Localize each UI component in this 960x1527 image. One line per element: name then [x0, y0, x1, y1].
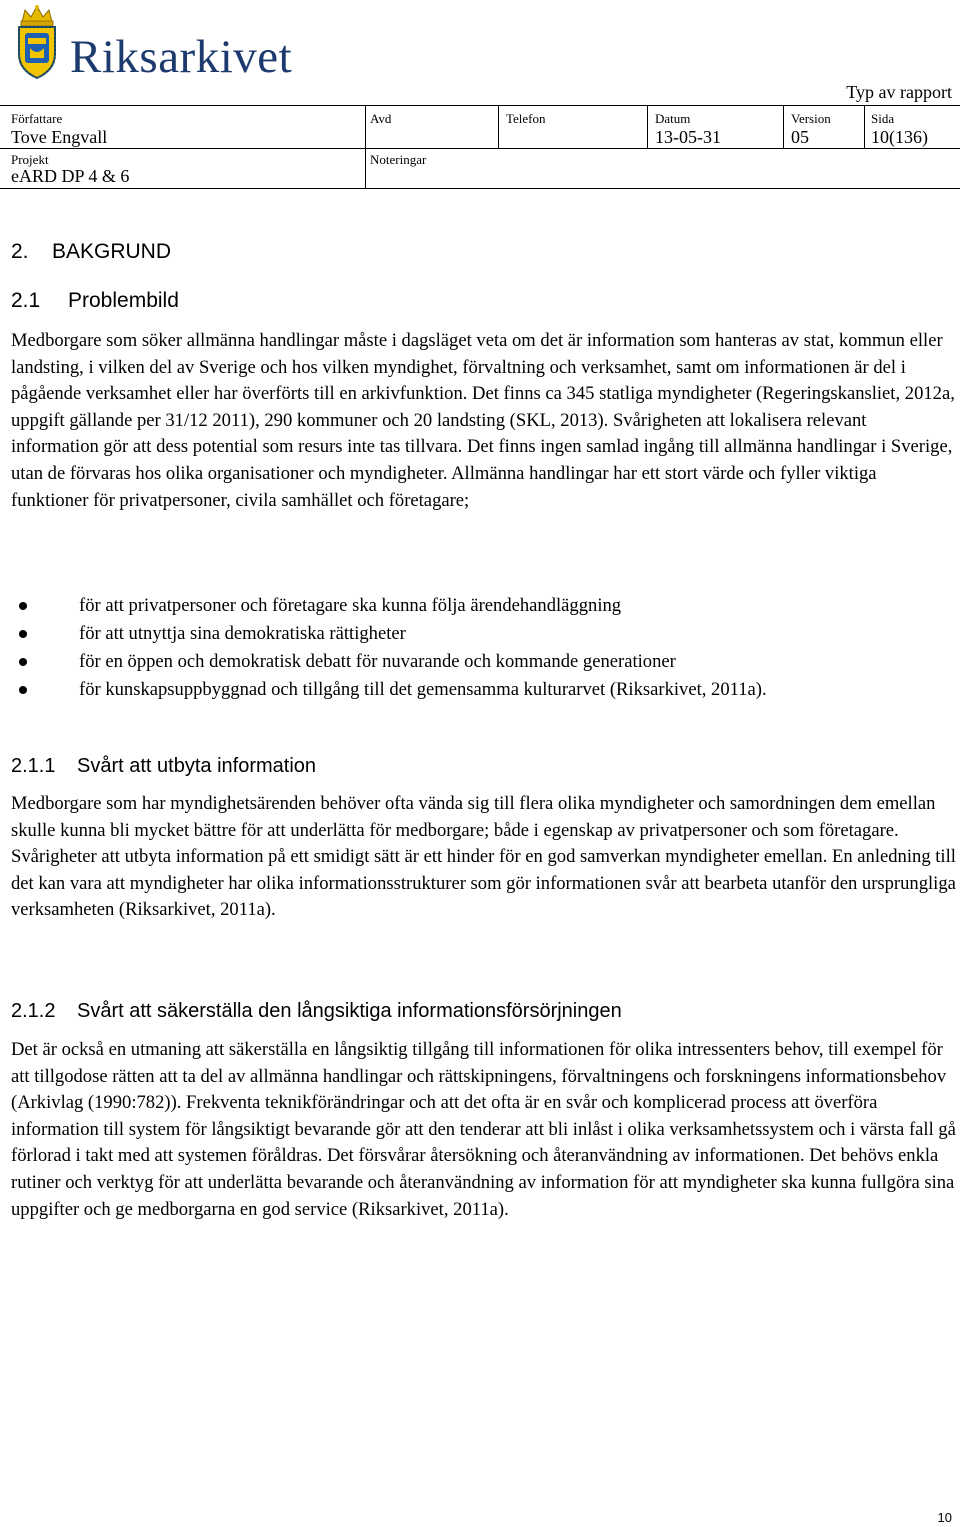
page-number: 10	[937, 1510, 952, 1525]
department-label: Avd	[370, 111, 392, 126]
version-label: Version	[791, 111, 831, 126]
report-type-label: Typ av rapport	[846, 82, 952, 102]
subsection-title: Problembild	[68, 289, 179, 312]
subsection-heading-2-1	[11, 289, 179, 313]
preservation-paragraph: Det är också en utmaning att säkerställa en långsiktig tillgång till informationen för olika intressenters behov, till exempel för att tillgodose rätten att ta del av allmänna handlingar och rättskipningens, förvaltningens och forskningens informationsbehov (Arkivlag (1990:782)). Frekventa teknikförändringar och att det ofta är en svår och komplicerad process att överföra information till system för långsiktigt bevarande gör att den tenderar att bli inlåst i olika verksamhetssystem och i värsta fall gå förlorad i takt med att systemen föråldras. Det försvårar återsökning och återanvändning av informationen. Det behövs enkla rutiner och verktyg för att underlätta bevarande och återanvändning av information för att myndigheter ska kunna fullgöra sina uppgifter och ge medborgarna en god service (Riksarkivet, 2011a).	[11, 1039, 956, 1220]
subsection-title: Svårt att utbyta information	[77, 755, 317, 777]
date-label: Datum	[655, 111, 691, 126]
author-label: Författare	[11, 111, 63, 126]
section-title: BAKGRUND	[52, 240, 172, 263]
subsection-title: Svårt att säkerställa den långsiktiga informationsförsörjningen	[77, 1000, 622, 1022]
phone-label: Telefon	[506, 111, 546, 126]
subsection-number: 2.1.1	[11, 755, 56, 777]
notes-label: Noteringar	[370, 152, 427, 167]
bullet-icon	[19, 602, 27, 610]
bullet-icon	[19, 686, 27, 694]
list-item: för en öppen och demokratisk debatt för nuvarande och kommande generationer	[0, 648, 767, 676]
list-item: för att privatpersoner och företagare ska kunna följa ärendehandläggning	[0, 592, 767, 620]
exchange-paragraph: Medborgare som har myndighetsärenden behöver ofta vända sig till flera olika myndigheter och samordningen dem emellan skulle kunna bli mycket bättre för att underlätta för medborgare; både i egenskap av privatpersoner och som företagare. Svårigheter att utbyta information på ett smidigt sätt är ett hinder för en god samverkan myndigheter emellan. En anledning till det kan vara att myndigheter har olika informationsstrukturer som gör informationen svår att bearbeta utanför den ursprungliga verksamheten (Riksarkivet, 2011a).	[11, 793, 956, 921]
problem-paragraph: Medborgare som söker allmänna handlingar måste i dagsläget veta om det är information som hanteras av stat, kommun eller landsting, i vilken del av Sverige och hos vilken myndighet, förvaltning och verksamhet, samt om informationen är del i pågående verksamhet eller har överförts till en arkivfunktion. Det finns ca 345 statliga myndigheter (Regeringskansliet, 2012a, uppgift gällande per 31/12 2011), 290 kommuner och 20 landsting (SKL, 2013). Svårigheten att lokalisera relevant information gör att dess potential som resurs inte tas tillvara. Det finns ingen samlad ingång till allmänna handlingar i Sverige, utan de förvaras hos olika organisationer och myndigheter. Allmänna handlingar har ett stort värde och fyller viktiga funktioner för privatpersoner, civila samhället och företagare;	[11, 330, 955, 511]
subsection-heading-2-1-1	[11, 755, 316, 778]
subsection-number: 2.1.2	[11, 1000, 56, 1022]
coat-of-arms-logo	[12, 4, 62, 80]
list-item: för kunskapsuppbyggnad och tillgång till det gemensamma kulturarvet (Riksarkivet, 2011a).	[0, 676, 767, 704]
list-item: för att utnyttja sina demokratiska rättigheter	[0, 620, 767, 648]
document-info-table	[0, 105, 960, 189]
brand-name: Riksarkivet	[70, 31, 293, 83]
project-label: Projekt	[11, 152, 49, 167]
bullet-list	[0, 592, 767, 704]
section-number: 2.	[11, 240, 29, 263]
section-heading	[11, 240, 171, 264]
bullet-icon	[19, 658, 27, 666]
subsection-number: 2.1	[11, 289, 41, 312]
date-value: 13-05-31	[655, 127, 721, 147]
author-value: Tove Engvall	[11, 127, 108, 147]
bullet-icon	[19, 630, 27, 638]
version-value: 05	[791, 127, 809, 147]
page-label: Sida	[871, 111, 895, 126]
subsection-heading-2-1-2	[11, 1000, 622, 1023]
project-value: eARD DP 4 & 6	[11, 166, 130, 186]
page-value: 10(136)	[871, 127, 928, 147]
